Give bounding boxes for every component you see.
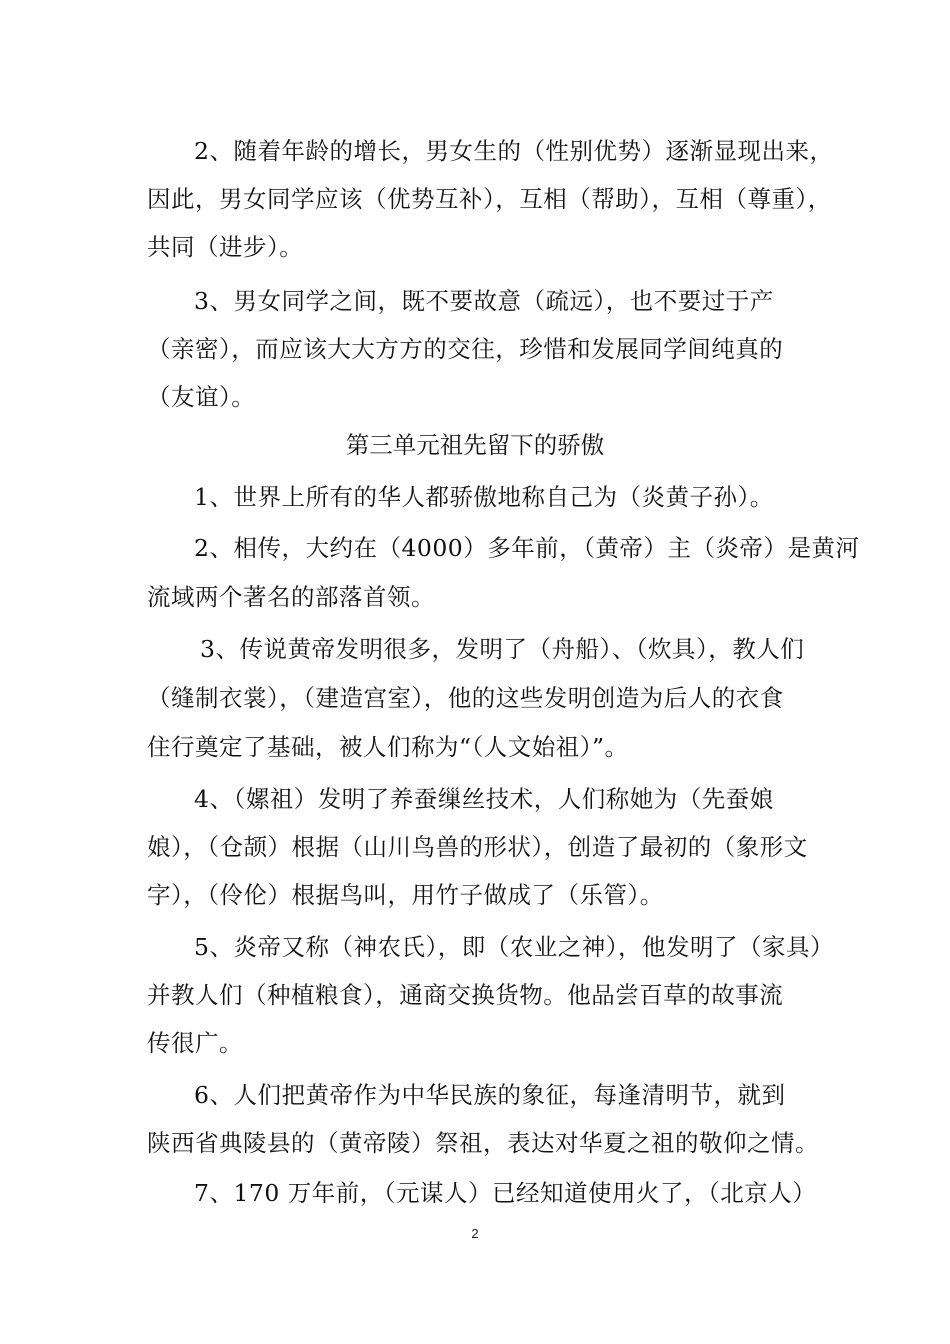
item-1-line-1: 1、世界上所有的华人都骄傲地称自己为（炎黄子孙）。 [194,483,774,511]
item-3-line-3: 住行奠定了基础，被人们称为“（人文始祖）”。 [147,733,629,761]
item-3-line-2: （缝制衣裳），（建造宫室），他的这些发明创造为后人的衣食 [147,684,784,712]
item-4-line-1: 4、（嫘祖）发明了养蚕缫丝技术，人们称她为（先蚕娘 [194,785,774,813]
paragraph-2-line-3: 共同（进步）。 [147,233,304,261]
item-7-line-1: 7、170 万年前，（元谋人）已经知道使用火了，（北京人） [194,1179,817,1207]
page-number: 2 [471,1226,479,1241]
paragraph-2-line-1: 2、随着年龄的增长，男女生的（性别优势）逐渐显现出来， [194,137,834,165]
item-4-line-2: 娘），（仓颉）根据（山川鸟兽的形状），创造了最初的（象形文 [147,833,808,861]
paragraph-3-line-3: （友谊）。 [147,383,256,411]
paragraph-3-line-2: （亲密），而应该大大方方的交往，珍惜和发展同学间纯真的 [147,335,784,363]
item-6-line-1: 6、人们把黄帝作为中华民族的象征，每逢清明节，就到 [194,1081,786,1109]
item-2-line-2: 流域两个著名的部落首领。 [147,583,435,611]
item-5-line-1: 5、炎帝又称（神农氏），即（农业之神），他发明了（家具） [194,933,834,961]
item-4-line-3: 字），（伶伦）根据鸟叫，用竹子做成了（乐管）。 [147,881,664,909]
item-3-line-1: 3、传说黄帝发明很多，发明了（舟船）、（炊具），教人们 [200,635,805,663]
section-heading: 第三单元祖先留下的骄傲 [345,431,605,459]
item-5-line-3: 传很广。 [147,1029,243,1057]
item-2-line-1: 2、相传，大约在（4000）多年前，（黄帝）主（炎帝）是黄河 [194,534,860,562]
item-6-line-2: 陕西省典陵县的（黄帝陵）祭祖，表达对华夏之祖的敬仰之情。 [147,1129,819,1157]
item-5-line-2: 并教人们（种植粮食），通商交换货物。他品尝百草的故事流 [147,981,784,1009]
paragraph-3-line-1: 3、男女同学之间，既不要故意（疏远），也不要过于产 [194,287,774,315]
paragraph-2-line-2: 因此，男女同学应该（优势互补），互相（帮助），互相（尊重）， [147,185,832,213]
